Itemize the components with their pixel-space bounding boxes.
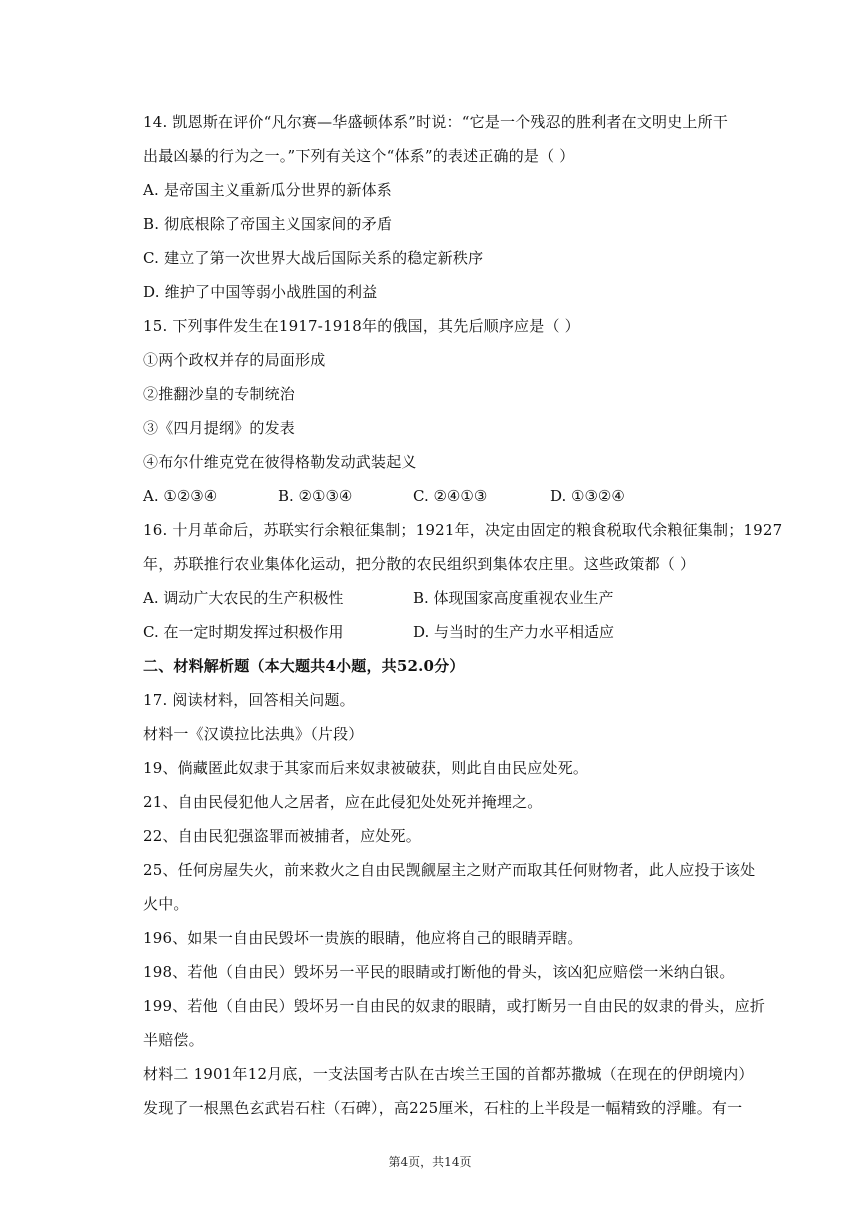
q15-option-d: D. ①③②④ (550, 487, 625, 505)
q14-option-d: D. 维护了中国等弱小战胜国的利益 (143, 283, 378, 301)
q15-option-a: A. ①②③④ (143, 487, 218, 505)
law-25-line-1: 25、任何房屋失火，前来救火之自由民觊觎屋主之财产而取其任何财物者，此人应投于该处 (143, 861, 756, 879)
q14-option-a: A. 是帝国主义重新瓜分世界的新体系 (143, 181, 392, 199)
page-number: 第4页，共14页 (388, 1155, 472, 1169)
q14-stem-line-1: 14. 凯恩斯在评价“凡尔赛—华盛顿体系”时说：“它是一个残忍的胜利者在文明史上所干 (143, 113, 729, 131)
q16-option-a: A. 调动广大农民的生产积极性 (143, 589, 344, 607)
q14-option-b: B. 彻底根除了帝国主义国家间的矛盾 (143, 215, 393, 233)
q15-stem: 15. 下列事件发生在1917-1918年的俄国，其先后顺序应是（ ） (143, 317, 580, 335)
q15-item-3: ③《四月提纲》的发表 (143, 419, 296, 437)
q16-option-b: B. 体现国家高度重视农业生产 (413, 589, 614, 607)
law-21: 21、自由民侵犯他人之居者，应在此侵犯处处死并掩埋之。 (143, 793, 543, 811)
q15-option-c: C. ②④①③ (413, 487, 488, 505)
law-19: 19、倘藏匿此奴隶于其家而后来奴隶被破获，则此自由民应处死。 (143, 759, 589, 777)
q15-item-2: ②推翻沙皇的专制统治 (143, 385, 296, 403)
law-199-line-2: 半赔偿。 (143, 1031, 204, 1049)
q17-stem: 17. 阅读材料，回答相关问题。 (143, 691, 355, 709)
q16-stem-line-2: 年，苏联推行农业集体化运动，把分散的农民组织到集体农庄里。这些政策都（ ） (143, 555, 696, 573)
q17-material-1-title: 材料一《汉谟拉比法典》（片段） (143, 725, 364, 743)
q17-material-2-line-1: 材料二 1901年12月底，一支法国考古队在古埃兰王国的首都苏撒城（在现在的伊朗境内） (143, 1065, 754, 1083)
law-196: 196、如果一自由民毁坏一贵族的眼睛，他应将自己的眼睛弄瞎。 (143, 929, 583, 947)
section-2-heading: 二、材料解析题（本大题共4小题，共52.0分） (143, 657, 465, 675)
law-198: 198、若他（自由民）毁坏另一平民的眼睛或打断他的骨头，该凶犯应赔偿一米纳白银。 (143, 963, 735, 981)
q15-option-b: B. ②①③④ (278, 487, 353, 505)
law-22: 22、自由民犯强盗罪而被捕者，应处死。 (143, 827, 421, 845)
q16-option-c: C. 在一定时期发挥过积极作用 (143, 623, 344, 641)
q15-item-4: ④布尔什维克党在彼得格勒发动武装起义 (143, 453, 417, 471)
q17-material-2-line-2: 发现了一根黑色玄武岩石柱（石碑），高225厘米，石柱的上半段是一幅精致的浮雕。有一 (143, 1099, 743, 1117)
q16-option-d: D. 与当时的生产力水平相适应 (413, 623, 615, 641)
q14-stem-line-2: 出最凶暴的行为之一。”下列有关这个“体系”的表述正确的是（ ） (143, 147, 575, 165)
law-25-line-2: 火中。 (143, 895, 189, 913)
q15-item-1: ①两个政权并存的局面形成 (143, 351, 326, 369)
q14-option-c: C. 建立了第一次世界大战后国际关系的稳定新秩序 (143, 249, 484, 267)
law-199-line-1: 199、若他（自由民）毁坏另一自由民的奴隶的眼睛，或打断另一自由民的奴隶的骨头，应折 (143, 997, 766, 1015)
q16-stem-line-1: 16. 十月革命后，苏联实行余粮征集制；1921年，决定由固定的粮食税取代余粮征集制；1927 (143, 521, 783, 539)
